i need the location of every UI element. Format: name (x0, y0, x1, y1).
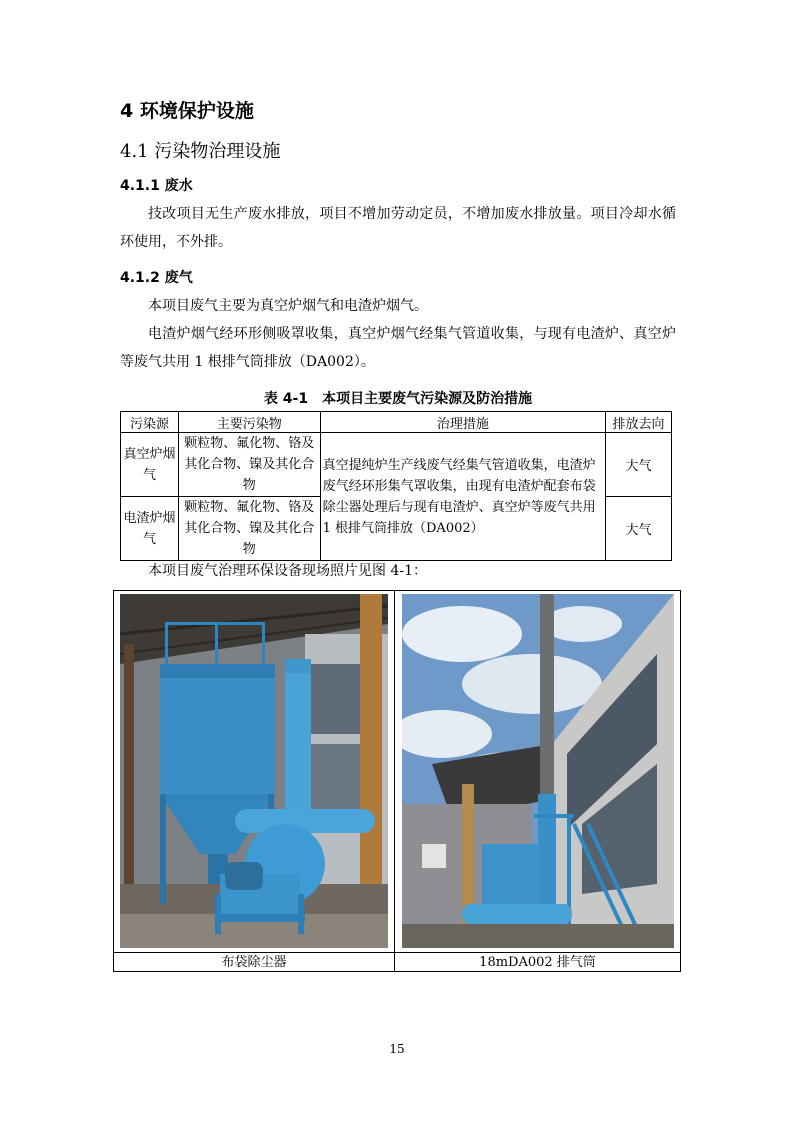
table-caption: 表 4-1 本项目主要废气污染源及防治措施 (263, 391, 533, 407)
figure-divider-vertical (394, 590, 395, 972)
table-cell-pollutants: 颗粒物、氟化物、铬及其化合物、镍及其化合物 (178, 497, 320, 561)
table-header-pollutants: 主要污染物 (178, 412, 320, 433)
gas-paragraph-2: 电渣炉烟气经环形侧吸罩收集，真空炉烟气经集气管道收集，与现有电渣炉、真空炉等废气共用 1 根排气筒排放（DA002）。 (120, 326, 676, 370)
chapter-heading: 4 环境保护设施 (120, 100, 254, 122)
table-cell-destination: 大气 (606, 433, 672, 497)
figure-caption-right: 18mDA002 排气筒 (479, 955, 596, 970)
table-cell-source: 真空炉烟气 (121, 433, 179, 497)
table-header-source: 污染源 (121, 412, 179, 433)
table-cell-pollutants: 颗粒物、氟化物、铬及其化合物、镍及其化合物 (178, 433, 320, 497)
bag-filter-photo (120, 594, 388, 948)
table-header-destination: 排放去向 (606, 412, 672, 433)
subsection-heading-water: 4.1.1 废水 (120, 178, 193, 194)
figure-intro: 本项目废气治理环保设备现场照片见图 4-1： (148, 563, 427, 579)
section-heading: 4.1 污染物治理设施 (120, 141, 281, 162)
subsection-heading-gas: 4.1.2 废气 (120, 270, 193, 286)
exhaust-stack-photo (402, 594, 674, 948)
page-number: 15 (389, 1042, 405, 1056)
table-header-measures: 治理措施 (320, 412, 605, 433)
table-cell-measure: 真空提纯炉生产线废气经集气管道收集，电渣炉废气经环形集气罩收集，由现有电渣炉配套布袋除尘器处理后与现有电渣炉、真空炉等废气共用 1 根排气筒排放（DA002） (320, 433, 605, 561)
figure-caption-left: 布袋除尘器 (221, 955, 287, 970)
pollution-table (120, 411, 672, 561)
table-cell-destination: 大气 (606, 497, 672, 561)
water-paragraph: 技改项目无生产废水排放，项目不增加劳动定员，不增加废水排放量。项目冷却水循环使用，不外排。 (120, 206, 676, 250)
table-cell-source: 电渣炉烟气 (121, 497, 179, 561)
table-row (121, 433, 672, 497)
gas-paragraph-1: 本项目废气主要为真空炉烟气和电渣炉烟气。 (148, 298, 428, 314)
